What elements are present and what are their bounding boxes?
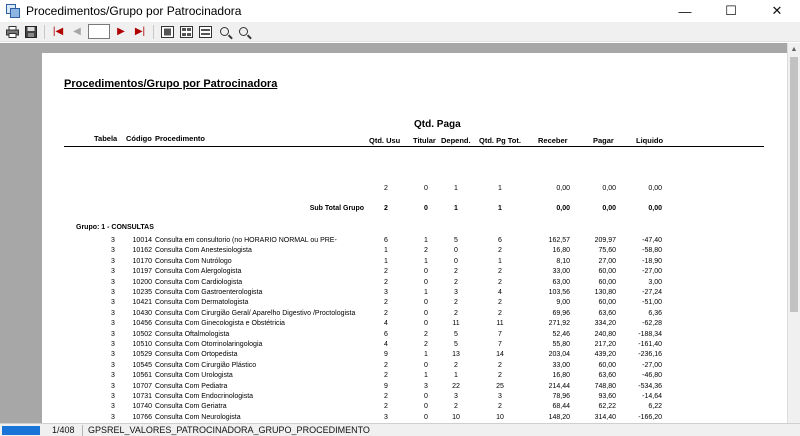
cell-liquido: -188,34 (638, 330, 662, 338)
cell-depend: 1 (454, 185, 458, 192)
cell-tabela: 3 (111, 289, 115, 296)
cell-depend: 22 (452, 382, 460, 390)
cell-tabela: 3 (111, 413, 115, 421)
cell-receber: 8,10 (556, 257, 570, 265)
table-row (42, 319, 787, 329)
table-row (42, 267, 787, 277)
cell-depend: 2 (454, 268, 458, 276)
cell-receber: 33,00 (552, 268, 570, 276)
title-bar (0, 0, 800, 22)
cell-liquido: -58,80 (642, 247, 662, 255)
cell-liquido: -27,00 (642, 361, 662, 369)
table-row (42, 330, 787, 340)
table-row (42, 361, 787, 371)
subtotal-row (42, 204, 787, 214)
cell-tabela: 3 (111, 257, 115, 265)
toolbar-separator (44, 25, 45, 39)
prev-page-button[interactable]: ◀ (73, 26, 81, 37)
status-separator (82, 425, 83, 436)
cell-pagar: 0,00 (602, 205, 616, 212)
cell-pagar: 62,22 (598, 403, 616, 411)
cell-codigo: 10162 (132, 247, 152, 255)
cell-qtd-usu: 2 (384, 372, 388, 380)
cell-qtd-pg-tot: 4 (498, 289, 502, 296)
table-row (42, 288, 787, 298)
progress-bar (2, 426, 40, 435)
pre-total-row (42, 184, 787, 194)
cell-receber: 103,56 (548, 289, 570, 296)
status-report-name: GPSREL_VALORES_PATROCINADORA_GRUPO_PROCEDIMENTO (88, 425, 370, 435)
cell-depend: 10 (452, 413, 460, 421)
cell-receber: 0,00 (556, 185, 570, 192)
cell-receber: 78,96 (552, 393, 570, 400)
cell-pagar: 60,00 (598, 299, 616, 307)
cell-receber: 162,57 (548, 237, 570, 244)
header-divider (64, 146, 764, 147)
cell-tabela: 3 (111, 351, 115, 359)
cell-titular: 2 (424, 330, 428, 338)
col-pagar: Pagar (593, 136, 614, 145)
cell-depend: 2 (454, 278, 458, 286)
cell-receber: 9,00 (556, 299, 570, 307)
cell-titular: 3 (424, 382, 428, 390)
cell-pagar: 63,60 (598, 372, 616, 380)
zoom-in-icon[interactable] (216, 24, 232, 40)
table-row (42, 402, 787, 412)
cell-qtd-usu: 3 (384, 413, 388, 421)
cell-tabela: 3 (111, 341, 115, 348)
maximize-button[interactable]: ☐ (725, 3, 737, 18)
cell-procedimento: Consulta Com Pediatra (155, 382, 228, 390)
status-bar (0, 423, 800, 436)
cell-codigo: 10430 (132, 309, 152, 317)
cell-receber: 68,44 (552, 403, 570, 411)
table-row (42, 350, 787, 360)
cell-qtd-usu: 9 (384, 382, 388, 390)
cell-procedimento: Consulta Com Geriatra (155, 403, 227, 411)
cell-qtd-pg-tot: 2 (498, 361, 502, 369)
cell-receber: 55,80 (552, 341, 570, 348)
cell-liquido: -14,64 (642, 393, 662, 400)
cell-liquido: -18,90 (642, 257, 662, 265)
cell-qtd-usu: 9 (384, 351, 388, 359)
cell-qtd-pg-tot: 2 (498, 372, 502, 380)
cell-pagar: 75,60 (598, 247, 616, 255)
cell-qtd-usu: 2 (384, 268, 388, 276)
cell-tabela: 3 (111, 268, 115, 276)
cell-qtd-pg-tot: 3 (498, 393, 502, 400)
cell-qtd-usu: 6 (384, 330, 388, 338)
close-button[interactable]: ✕ (771, 3, 783, 18)
cell-receber: 214,44 (548, 382, 570, 390)
cell-liquido: 6,22 (648, 403, 662, 411)
cell-qtd-usu: 6 (384, 237, 388, 244)
cell-qtd-pg-tot: 25 (496, 382, 504, 390)
cell-liquido: -534,36 (638, 382, 662, 390)
cell-titular: 0 (424, 413, 428, 421)
cell-tabela: 3 (111, 382, 115, 390)
cell-qtd-usu: 2 (384, 205, 388, 212)
cell-qtd-pg-tot: 2 (498, 299, 502, 307)
toolbar-separator (153, 25, 154, 39)
cell-tabela: 3 (111, 330, 115, 338)
col-liquido: Liquido (636, 136, 664, 145)
cell-codigo: 10510 (132, 341, 152, 348)
vertical-scrollbar[interactable] (787, 43, 800, 423)
cell-receber: 69,96 (552, 309, 570, 317)
cell-titular: 0 (424, 299, 428, 307)
cell-procedimento: Consulta Com Nutrólogo (155, 257, 232, 265)
next-page-button[interactable]: ▶ (117, 26, 125, 37)
cell-procedimento: Consulta Com Alergologista (155, 268, 242, 276)
cell-qtd-pg-tot: 7 (498, 341, 502, 348)
cell-titular: 2 (424, 341, 428, 348)
cell-pagar: 93,60 (598, 393, 616, 400)
cell-depend: 5 (454, 341, 458, 348)
printer-icon[interactable] (4, 24, 20, 40)
cell-qtd-pg-tot: 2 (498, 247, 502, 255)
cell-tabela: 3 (111, 403, 115, 411)
cell-pagar: 217,20 (594, 341, 616, 348)
cell-receber: 271,92 (548, 320, 570, 328)
cell-tabela: 3 (111, 278, 115, 286)
cell-qtd-pg-tot: 1 (498, 257, 502, 265)
cell-tabela: 3 (111, 372, 115, 380)
cell-procedimento: Consulta Com Gastroenterologista (155, 289, 263, 296)
cell-qtd-pg-tot: 1 (498, 205, 502, 212)
cell-depend: 2 (454, 299, 458, 307)
table-row (42, 392, 787, 402)
cell-depend: 2 (454, 309, 458, 317)
cell-liquido: -46,80 (642, 372, 662, 380)
cell-depend: 5 (454, 330, 458, 338)
cell-titular: 1 (424, 237, 428, 244)
cell-titular: 0 (424, 361, 428, 369)
cell-procedimento: Consulta Com Ortopedista (155, 351, 238, 359)
group-header (42, 223, 787, 233)
cell-qtd-usu: 2 (384, 299, 388, 307)
window-title: Procedimentos/Grupo por Patrocinadora (26, 4, 242, 18)
cell-codigo: 10456 (132, 320, 152, 328)
table-row (42, 278, 787, 288)
cell-qtd-usu: 2 (384, 361, 388, 369)
cell-pagar: 27,00 (598, 257, 616, 265)
cell-titular: 0 (424, 403, 428, 411)
cell-codigo: 10731 (132, 393, 152, 400)
cell-tabela: 3 (111, 247, 115, 255)
cell-depend: 5 (454, 237, 458, 244)
cell-procedimento: Consulta em consultorio (no HORARIO NORMAL ou PRE- (155, 237, 337, 244)
col-tabela: Tabela (94, 134, 118, 143)
cell-depend: 2 (454, 361, 458, 369)
cell-tabela: 3 (111, 299, 115, 307)
cell-codigo: 10740 (132, 403, 152, 411)
cell-procedimento: Consulta Com Otorrinolaringologia (155, 341, 263, 348)
cell-liquido: -27,24 (642, 289, 662, 296)
cell-qtd-pg-tot: 7 (498, 330, 502, 338)
cell-qtd-usu: 2 (384, 309, 388, 317)
cell-codigo: 10200 (132, 278, 152, 286)
cell-qtd-pg-tot: 10 (496, 413, 504, 421)
cell-pagar: 209,97 (594, 237, 616, 244)
multi-page-icon[interactable] (178, 24, 194, 40)
cell-pagar: 240,80 (594, 330, 616, 338)
cell-qtd-pg-tot: 2 (498, 309, 502, 317)
cell-pagar: 60,00 (598, 361, 616, 369)
col-titular: Titular (413, 136, 436, 145)
table-row (42, 246, 787, 256)
cell-qtd-usu: 1 (384, 247, 388, 255)
cell-depend: 0 (454, 247, 458, 255)
cell-tabela: 3 (111, 320, 115, 328)
cell-liquido: -27,00 (642, 268, 662, 276)
page-width-icon[interactable] (197, 24, 213, 40)
cell-titular: 1 (424, 372, 428, 380)
cell-qtd-usu: 3 (384, 289, 388, 296)
cell-liquido: 0,00 (648, 205, 662, 212)
cell-procedimento: Consulta Com Endocrinologista (155, 393, 254, 400)
cell-depend: 1 (454, 372, 458, 380)
cell-codigo: 10235 (132, 289, 152, 296)
cell-codigo: 10707 (132, 382, 152, 390)
cell-qtd-pg-tot: 1 (498, 185, 502, 192)
cell-titular: 0 (424, 268, 428, 276)
col-procedimento: Procedimento (155, 134, 206, 143)
cell-procedimento: Consulta Com Ginecologista e Obstétricia (155, 320, 285, 328)
cell-codigo: 10421 (132, 299, 152, 307)
col-codigo: Código (126, 134, 152, 143)
header-qtd-paga: Qtd. Paga (414, 119, 461, 130)
table-row (42, 236, 787, 246)
cell-liquido: -47,40 (642, 237, 662, 244)
cell-procedimento: Consulta Com Cirurgião Geral/ Aparelho Digestivo /Proctologista (155, 309, 356, 317)
cell-depend: 3 (454, 289, 458, 296)
cell-tabela: 3 (111, 237, 115, 244)
cell-liquido: 6,36 (648, 309, 662, 317)
cell-codigo: 10502 (132, 330, 152, 338)
cell-receber: 63,00 (552, 278, 570, 286)
cell-depend: 11 (452, 320, 460, 328)
cell-pagar: 439,20 (594, 351, 616, 359)
group-label: Grupo: 1 - CONSULTAS (76, 224, 154, 231)
cell-titular: 0 (424, 320, 428, 328)
cell-pagar: 130,80 (594, 289, 616, 296)
table-row (42, 298, 787, 308)
cell-codigo: 10014 (132, 237, 152, 244)
cell-qtd-pg-tot: 11 (496, 320, 504, 328)
cell-qtd-usu: 2 (384, 393, 388, 400)
cell-qtd-usu: 4 (384, 320, 388, 328)
col-depend: Depend. (441, 136, 471, 145)
cell-pagar: 0,00 (602, 185, 616, 192)
zoom-out-icon[interactable] (235, 24, 251, 40)
page-number-input[interactable] (88, 24, 110, 39)
preview-viewport[interactable] (0, 43, 787, 423)
last-page-button[interactable]: ▶| (134, 26, 146, 37)
cell-procedimento: Consulta Com Cardiologista (155, 278, 243, 286)
single-page-icon[interactable] (159, 24, 175, 40)
cell-liquido: 3,00 (648, 278, 662, 286)
cell-qtd-pg-tot: 2 (498, 268, 502, 276)
scroll-up-icon[interactable]: ▲ (790, 46, 798, 53)
cell-procedimento: Consulta Com Cirurgião Plástico (155, 361, 257, 369)
cell-liquido: -166,20 (638, 413, 662, 421)
table-row (42, 371, 787, 381)
app-icon (6, 4, 20, 18)
cell-liquido: -236,16 (638, 351, 662, 359)
cell-titular: 0 (424, 309, 428, 317)
toolbar (0, 22, 800, 42)
cell-liquido: -62,28 (642, 320, 662, 328)
cell-depend: 2 (454, 403, 458, 411)
cell-qtd-pg-tot: 2 (498, 278, 502, 286)
cell-receber: 203,04 (548, 351, 570, 359)
cell-receber: 33,00 (552, 361, 570, 369)
cell-receber: 16,80 (552, 247, 570, 255)
cell-depend: 3 (454, 393, 458, 400)
cell-pagar: 60,00 (598, 268, 616, 276)
cell-procedimento: Consulta Oftalmologista (155, 330, 230, 338)
cell-titular: 0 (424, 393, 428, 400)
cell-liquido: -161,40 (638, 341, 662, 348)
cell-pagar: 60,00 (598, 278, 616, 286)
cell-procedimento: Consulta Com Anestesiologista (155, 247, 252, 255)
col-qtd-pg-tot: Qtd. Pg Tot. (479, 136, 521, 145)
table-row (42, 382, 787, 392)
table-row (42, 309, 787, 319)
cell-depend: 1 (454, 205, 458, 212)
report-title: Procedimentos/Grupo por Patrocinadora (64, 78, 278, 90)
cell-qtd-pg-tot: 6 (498, 237, 502, 244)
report-page (42, 53, 787, 423)
cell-depend: 13 (452, 351, 460, 359)
cell-receber: 52,46 (552, 330, 570, 338)
cell-codigo: 10766 (132, 413, 152, 421)
cell-titular: 1 (424, 289, 428, 296)
cell-qtd-usu: 1 (384, 257, 388, 265)
cell-qtd-usu: 4 (384, 341, 388, 348)
col-qtd-usu: Qtd. Usu (369, 136, 401, 145)
cell-qtd-usu: 2 (384, 278, 388, 286)
cell-titular: 0 (424, 185, 428, 192)
save-icon[interactable] (23, 24, 39, 40)
cell-titular: 1 (424, 351, 428, 359)
col-receber: Receber (538, 136, 568, 145)
minimize-button[interactable]: — (678, 3, 692, 19)
cell-titular: 1 (424, 257, 428, 265)
cell-qtd-usu: 2 (384, 403, 388, 411)
cell-codigo: 10529 (132, 351, 152, 359)
cell-titular: 0 (424, 205, 428, 212)
cell-titular: 2 (424, 247, 428, 255)
cell-tabela: 3 (111, 309, 115, 317)
cell-pagar: 63,60 (598, 309, 616, 317)
cell-liquido: -51,00 (642, 299, 662, 307)
cell-tabela: 3 (111, 361, 115, 369)
cell-procedimento: Consulta Com Dermatologista (155, 299, 249, 307)
cell-depend: 0 (454, 257, 458, 265)
cell-pagar: 748,80 (594, 382, 616, 390)
cell-receber: 0,00 (556, 205, 570, 212)
table-row (42, 340, 787, 350)
cell-codigo: 10561 (132, 372, 152, 380)
cell-receber: 16,80 (552, 372, 570, 380)
cell-codigo: 10197 (132, 268, 152, 276)
cell-tabela: 3 (111, 393, 115, 400)
cell-codigo: 10545 (132, 361, 152, 369)
scrollbar-thumb[interactable] (790, 57, 798, 312)
status-page-count: 1/408 (52, 425, 75, 435)
cell-receber: 148,20 (548, 413, 570, 421)
cell-codigo: 10170 (132, 257, 152, 265)
cell-qtd-usu: 2 (384, 185, 388, 192)
cell-pagar: 334,20 (594, 320, 616, 328)
cell-liquido: 0,00 (648, 185, 662, 192)
cell-qtd-pg-tot: 14 (496, 351, 504, 359)
cell-qtd-pg-tot: 2 (498, 403, 502, 411)
cell-procedimento: Consulta Com Neurologista (155, 413, 241, 421)
table-row (42, 257, 787, 267)
table-row (42, 413, 787, 423)
subtotal-label: Sub Total Grupo (309, 205, 364, 212)
cell-titular: 0 (424, 278, 428, 286)
cell-procedimento: Consulta Com Urologista (155, 372, 233, 380)
first-page-button[interactable]: |◀ (52, 26, 64, 37)
cell-pagar: 314,40 (594, 413, 616, 421)
